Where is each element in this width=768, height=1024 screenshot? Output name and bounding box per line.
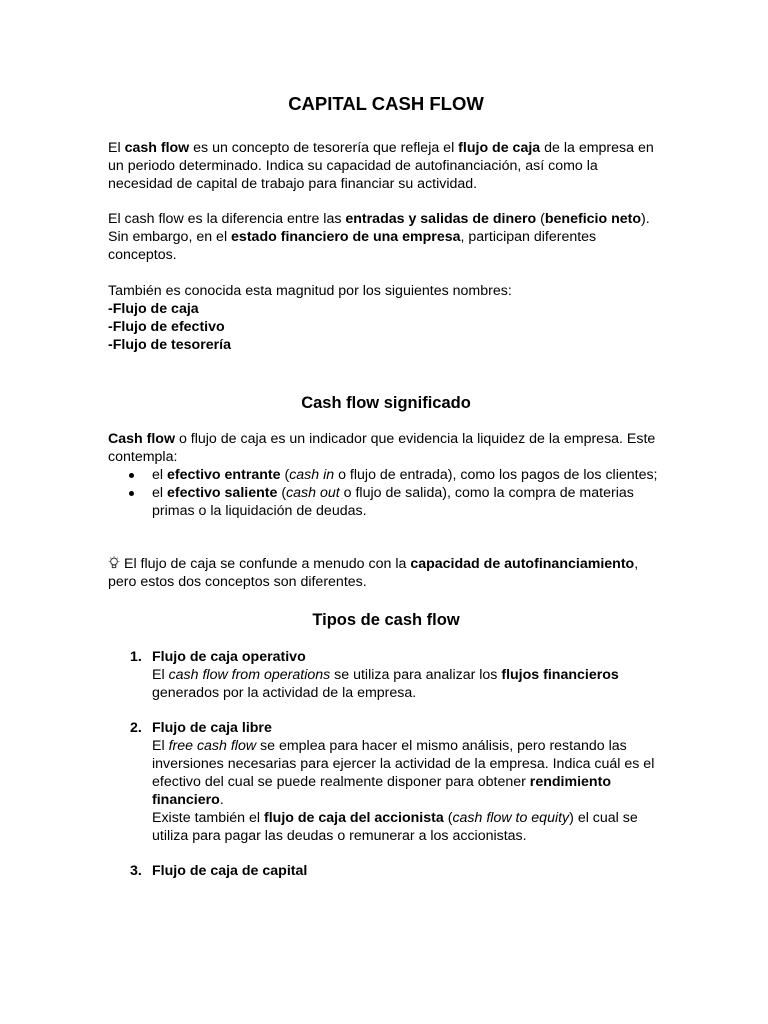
bullet-text: el efectivo saliente (cash out o flujo de salida), como la compra de materias primas o la liquidación de deudas. [152, 485, 634, 519]
names-lead: También es conocida esta magnitud por los siguientes nombres: [108, 283, 512, 299]
list-number: 3. [130, 863, 142, 879]
meaning-lead: Cash flow o flujo de caja es un indicador que evidencia la liquidez de la empresa. Este contempla: [108, 431, 656, 465]
type-body: El cash flow from operations se utiliza para analizar los flujos financieros generados por la actividad de la empresa. [152, 667, 619, 701]
bullet-dot [129, 491, 134, 496]
name-flujo-de-efectivo: -Flujo de efectivo [108, 319, 225, 335]
list-number: 1. [130, 649, 142, 665]
name-flujo-de-tesoreria: -Flujo de tesorería [108, 337, 231, 353]
list-number: 2. [130, 720, 142, 736]
intro-paragraph-3 [108, 282, 664, 354]
intro-paragraph-1-text: El cash flow es un concepto de tesorería que refleja el flujo de caja de la empresa en un periodo determinado. Indica su capacidad de autofinanciación, así como la necesidad de capital de trabajo para financiar su actividad. [108, 140, 654, 192]
intro-paragraph-1 [108, 139, 664, 193]
type-extra: Existe también el flujo de caja del accionista (cash flow to equity) el cual se utiliza para pagar las deudas o remunerar a los accionistas. [152, 810, 638, 844]
type-item-operativo [108, 648, 664, 702]
heading-cash-flow-significado: Cash flow significado [301, 394, 471, 412]
type-item-capital [108, 862, 664, 880]
heading-tipos-de-cash-flow: Tipos de cash flow [312, 611, 460, 629]
intro-paragraph-2-text: El cash flow es la diferencia entre las entradas y salidas de dinero (beneficio neto). Sin embargo, en el estado financiero de una empresa, participan diferentes conceptos. [108, 211, 650, 263]
note-paragraph [108, 555, 664, 591]
meaning-bullet-list [108, 466, 664, 520]
type-item-libre [108, 719, 664, 845]
name-flujo-de-caja: -Flujo de caja [108, 301, 199, 317]
type-body: El free cash flow se emplea para hacer el mismo análisis, pero restando las inversiones necesarias para ejercer la actividad de la empresa. Indica cuál es el efectivo del cual se puede realmente disponer para obtener rendimiento financiero. [152, 738, 655, 808]
meaning-paragraph [108, 430, 664, 520]
note-text: El flujo de caja se confunde a menudo con la capacidad de autofinanciamiento, pero estos dos conceptos son diferentes. [108, 556, 639, 590]
bullet-text: el efectivo entrante (cash in o flujo de entrada), como los pagos de los clientes; [152, 467, 658, 483]
type-title: Flujo de caja de capital [152, 863, 308, 879]
bullet-item-efectivo-entrante [108, 466, 664, 484]
lightbulb-icon [108, 556, 120, 570]
intro-paragraph-2 [108, 210, 664, 264]
bullet-dot [129, 473, 134, 478]
note-text-line [108, 555, 664, 591]
bullet-item-efectivo-saliente [108, 484, 664, 520]
type-title: Flujo de caja operativo [152, 649, 306, 665]
type-title: Flujo de caja libre [152, 720, 272, 736]
page-title: CAPITAL CASH FLOW [288, 93, 484, 114]
